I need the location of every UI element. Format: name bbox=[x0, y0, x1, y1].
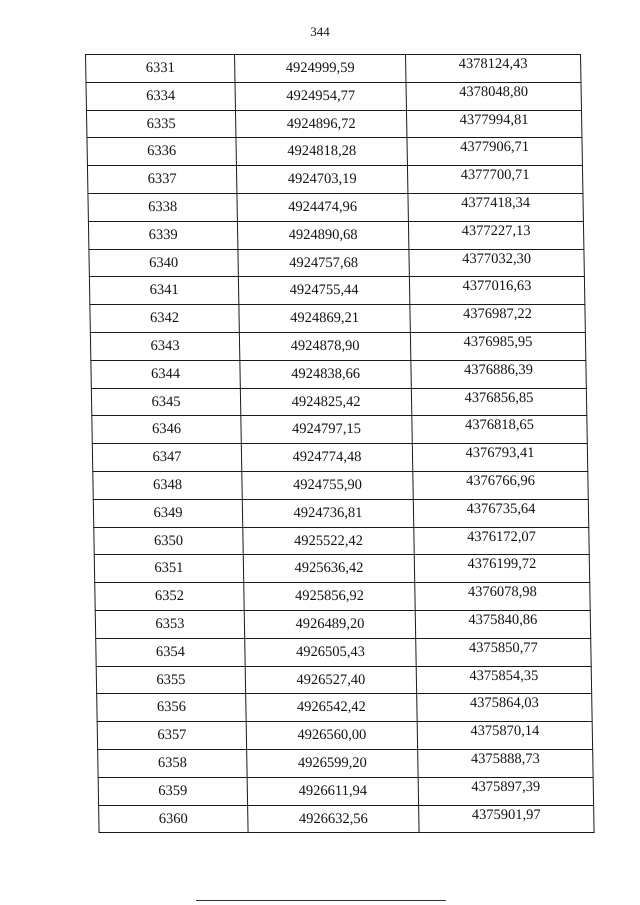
y-coordinate-cell bbox=[412, 444, 587, 472]
point-number-cell: 6347 bbox=[92, 444, 241, 472]
x-coordinate-cell: 4924954,77 bbox=[235, 82, 406, 110]
point-number-cell: 6345 bbox=[91, 388, 240, 416]
y-coordinate-value: 4378048,80 bbox=[459, 83, 529, 100]
point-number-cell: 6356 bbox=[97, 694, 246, 722]
y-coordinate-cell bbox=[411, 360, 586, 388]
y-coordinate-value: 4376793,41 bbox=[465, 445, 535, 462]
x-coordinate-cell: 4926527,40 bbox=[245, 666, 416, 694]
table-row bbox=[97, 722, 592, 750]
table-row bbox=[88, 193, 583, 221]
table-row bbox=[90, 332, 585, 360]
point-number-cell: 6357 bbox=[97, 722, 246, 750]
point-number-cell: 6336 bbox=[87, 138, 236, 166]
y-coordinate-cell bbox=[417, 694, 592, 722]
table-row bbox=[87, 166, 582, 194]
table-row bbox=[95, 583, 590, 611]
x-coordinate-cell: 4924999,59 bbox=[235, 55, 406, 83]
y-coordinate-cell bbox=[406, 110, 581, 138]
y-coordinate-cell bbox=[415, 610, 590, 638]
y-coordinate-value: 4377906,71 bbox=[460, 139, 530, 156]
point-number-cell: 6355 bbox=[96, 666, 245, 694]
point-number-cell: 6338 bbox=[88, 193, 237, 221]
x-coordinate-cell: 4925856,92 bbox=[244, 583, 415, 611]
y-coordinate-value: 4375850,77 bbox=[468, 639, 538, 656]
y-coordinate-cell bbox=[410, 305, 585, 333]
y-coordinate-value: 4375854,35 bbox=[469, 667, 539, 684]
y-coordinate-value: 4375864,03 bbox=[469, 695, 539, 712]
coordinates-table bbox=[85, 54, 595, 833]
table-row bbox=[92, 444, 587, 472]
x-coordinate-cell: 4924825,42 bbox=[240, 388, 411, 416]
table-row bbox=[91, 360, 586, 388]
point-number-cell: 6344 bbox=[91, 360, 240, 388]
point-number-cell: 6337 bbox=[87, 166, 236, 194]
point-number-cell: 6360 bbox=[99, 805, 248, 833]
point-number-cell: 6331 bbox=[86, 55, 235, 83]
x-coordinate-cell: 4925522,42 bbox=[243, 527, 414, 555]
y-coordinate-value: 4377016,63 bbox=[462, 278, 532, 295]
y-coordinate-cell bbox=[416, 638, 591, 666]
x-coordinate-cell: 4924896,72 bbox=[235, 110, 406, 138]
y-coordinate-value: 4376172,07 bbox=[466, 528, 536, 545]
y-coordinate-cell bbox=[412, 416, 587, 444]
x-coordinate-cell: 4926505,43 bbox=[245, 638, 416, 666]
table-row bbox=[99, 805, 594, 833]
point-number-cell: 6334 bbox=[86, 82, 235, 110]
point-number-cell: 6351 bbox=[94, 555, 243, 583]
table-row bbox=[89, 277, 584, 305]
y-coordinate-value: 4375897,39 bbox=[471, 778, 541, 795]
point-number-cell: 6353 bbox=[95, 610, 244, 638]
point-number-cell: 6359 bbox=[98, 777, 247, 805]
table-row bbox=[98, 749, 593, 777]
point-number-cell: 6346 bbox=[92, 416, 241, 444]
point-number-cell: 6358 bbox=[98, 749, 247, 777]
y-coordinate-cell bbox=[416, 666, 591, 694]
x-coordinate-cell: 4926560,00 bbox=[246, 722, 417, 750]
x-coordinate-cell: 4924703,19 bbox=[236, 166, 407, 194]
y-coordinate-value: 4376199,72 bbox=[467, 556, 537, 573]
y-coordinate-value: 4378124,43 bbox=[458, 56, 528, 72]
y-coordinate-cell bbox=[417, 722, 592, 750]
y-coordinate-cell bbox=[411, 388, 586, 416]
point-number-cell: 6339 bbox=[88, 221, 237, 249]
y-coordinate-cell bbox=[406, 82, 581, 110]
point-number-cell: 6352 bbox=[95, 583, 244, 611]
y-coordinate-value: 4377994,81 bbox=[459, 111, 529, 128]
point-number-cell: 6341 bbox=[89, 277, 238, 305]
y-coordinate-value: 4375888,73 bbox=[470, 750, 540, 767]
x-coordinate-cell: 4924755,90 bbox=[242, 471, 413, 499]
x-coordinate-cell: 4924818,28 bbox=[236, 138, 407, 166]
x-coordinate-cell: 4925636,42 bbox=[243, 555, 414, 583]
table-row bbox=[93, 499, 588, 527]
x-coordinate-cell: 4924757,68 bbox=[238, 249, 409, 277]
y-coordinate-cell bbox=[408, 221, 583, 249]
y-coordinate-value: 4375870,14 bbox=[470, 723, 540, 740]
y-coordinate-cell bbox=[419, 805, 594, 833]
y-coordinate-value: 4377700,71 bbox=[460, 167, 530, 184]
y-coordinate-value: 4377418,34 bbox=[461, 194, 531, 211]
x-coordinate-cell: 4924755,44 bbox=[238, 277, 409, 305]
x-coordinate-cell: 4926611,94 bbox=[247, 777, 418, 805]
table-row bbox=[96, 666, 591, 694]
table-row bbox=[96, 638, 591, 666]
table-row bbox=[90, 305, 585, 333]
y-coordinate-cell bbox=[415, 583, 590, 611]
y-coordinate-value: 4375840,86 bbox=[468, 611, 538, 628]
table-row bbox=[94, 527, 589, 555]
table-row bbox=[98, 777, 593, 805]
x-coordinate-cell: 4924869,21 bbox=[239, 305, 410, 333]
x-coordinate-cell: 4924774,48 bbox=[241, 444, 412, 472]
point-number-cell: 6349 bbox=[93, 499, 242, 527]
y-coordinate-value: 4376987,22 bbox=[462, 306, 533, 323]
y-coordinate-value: 4377032,30 bbox=[461, 250, 532, 267]
y-coordinate-value: 4376766,96 bbox=[465, 472, 536, 489]
table-row bbox=[86, 82, 581, 110]
y-coordinate-cell bbox=[406, 55, 581, 83]
y-coordinate-value: 4376886,39 bbox=[463, 361, 534, 378]
table-row bbox=[86, 55, 581, 83]
point-number-cell: 6350 bbox=[94, 527, 243, 555]
y-coordinate-cell bbox=[407, 138, 582, 166]
x-coordinate-cell: 4926599,20 bbox=[247, 749, 418, 777]
x-coordinate-cell: 4926542,42 bbox=[246, 694, 417, 722]
y-coordinate-value: 4376818,65 bbox=[464, 417, 535, 434]
y-coordinate-cell bbox=[409, 249, 584, 277]
y-coordinate-value: 4376735,64 bbox=[466, 500, 536, 517]
x-coordinate-cell: 4924890,68 bbox=[237, 221, 408, 249]
table-row bbox=[93, 471, 588, 499]
point-number-cell: 6343 bbox=[90, 332, 239, 360]
point-number-cell: 6354 bbox=[96, 638, 245, 666]
point-number-cell: 6342 bbox=[90, 305, 239, 333]
y-coordinate-cell bbox=[413, 471, 588, 499]
y-coordinate-cell bbox=[413, 499, 588, 527]
y-coordinate-cell bbox=[407, 166, 582, 194]
x-coordinate-cell: 4926632,56 bbox=[248, 805, 419, 833]
y-coordinate-cell bbox=[409, 277, 584, 305]
table-row bbox=[97, 694, 592, 722]
x-coordinate-cell: 4924838,66 bbox=[240, 360, 411, 388]
page-number: 344 bbox=[310, 24, 330, 39]
x-coordinate-cell: 4924878,90 bbox=[239, 332, 410, 360]
x-coordinate-cell: 4926489,20 bbox=[244, 610, 415, 638]
table-row bbox=[95, 610, 590, 638]
coordinates-table-body bbox=[86, 55, 595, 833]
table-row bbox=[87, 138, 582, 166]
point-number-cell: 6335 bbox=[86, 110, 235, 138]
point-number-cell: 6340 bbox=[89, 249, 238, 277]
y-coordinate-cell bbox=[408, 193, 583, 221]
y-coordinate-value: 4376856,85 bbox=[464, 389, 534, 406]
point-number-cell: 6348 bbox=[93, 471, 242, 499]
y-coordinate-value: 4376985,95 bbox=[463, 333, 533, 350]
y-coordinate-value: 4375901,97 bbox=[471, 806, 541, 823]
y-coordinate-value: 4377227,13 bbox=[461, 222, 531, 239]
bottom-divider bbox=[196, 900, 446, 901]
table-row bbox=[88, 221, 583, 249]
y-coordinate-cell bbox=[414, 555, 589, 583]
table-row bbox=[92, 416, 587, 444]
y-coordinate-cell bbox=[410, 332, 585, 360]
table-row bbox=[89, 249, 584, 277]
table-row bbox=[94, 555, 589, 583]
table-row bbox=[91, 388, 586, 416]
x-coordinate-cell: 4924474,96 bbox=[237, 193, 408, 221]
y-coordinate-cell bbox=[418, 777, 593, 805]
y-coordinate-value: 4376078,98 bbox=[467, 584, 537, 601]
table-row bbox=[86, 110, 581, 138]
x-coordinate-cell: 4924736,81 bbox=[242, 499, 413, 527]
y-coordinate-cell bbox=[414, 527, 589, 555]
x-coordinate-cell: 4924797,15 bbox=[241, 416, 412, 444]
y-coordinate-cell bbox=[418, 749, 593, 777]
